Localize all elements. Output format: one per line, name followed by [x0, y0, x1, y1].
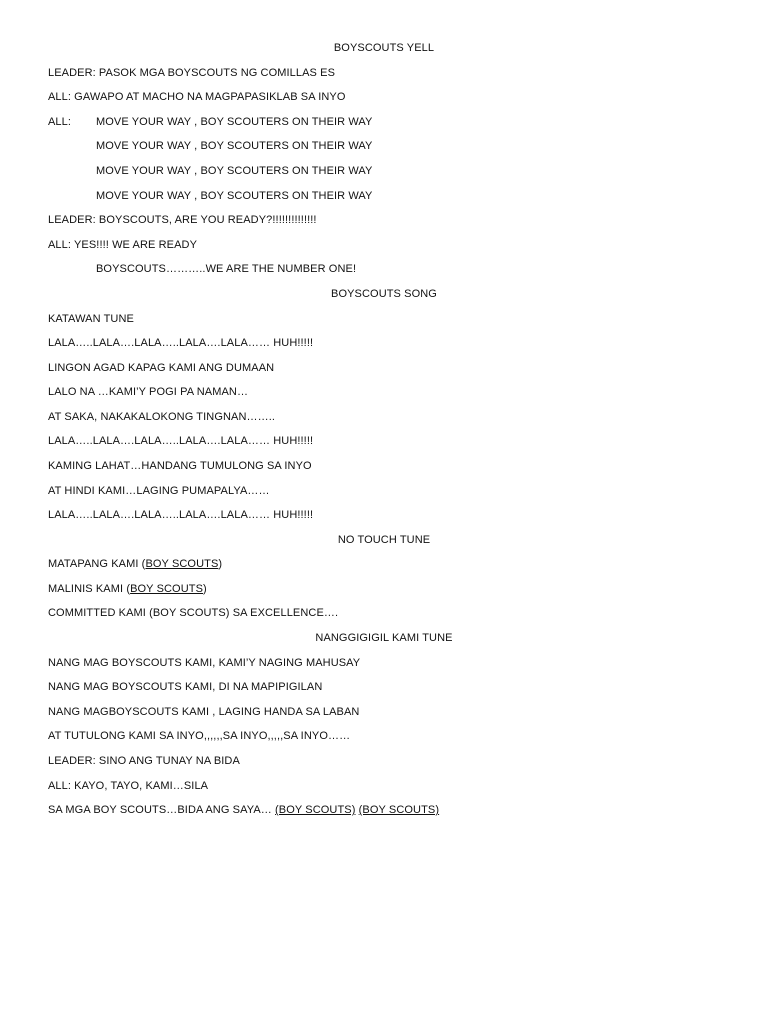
- yell-move-line-2: MOVE YOUR WAY , BOY SCOUTERS ON THEIR WAY: [96, 140, 373, 152]
- nanggigigil-last-line: [48, 803, 439, 817]
- song-title: BOYSCOUTS SONG: [331, 288, 437, 300]
- no-touch-line-1-underlined: BOY SCOUTS: [145, 558, 219, 570]
- nanggigigil-last-underlined-1: (BOY SCOUTS): [275, 804, 356, 816]
- move-text: MOVE YOUR WAY , BOY SCOUTERS ON THEIR WAY: [96, 116, 373, 128]
- all-label: ALL:: [48, 116, 72, 128]
- song-line-6: KAMING LAHAT…HANDANG TUMULONG SA INYO: [48, 460, 312, 472]
- nanggigigil-line-4: AT TUTULONG KAMI SA INYO,,,,,,SA INYO,,,,,SA INYO……: [48, 730, 351, 742]
- no-touch-line-2-underlined: BOY SCOUTS: [130, 583, 204, 595]
- no-touch-title: NO TOUCH TUNE: [337, 534, 431, 546]
- yell-number-one-line: BOYSCOUTS………..WE ARE THE NUMBER ONE!: [96, 263, 357, 275]
- nanggigigil-line-3: NANG MAGBOYSCOUTS KAMI , LAGING HANDA SA LABAN: [48, 706, 360, 718]
- song-line-5: LALA…..LALA….LALA…..LALA….LALA…… HUH!!!!!: [48, 435, 314, 447]
- no-touch-line-1-close: ): [218, 558, 223, 570]
- no-touch-line-2-text: MALINIS KAMI (: [48, 583, 131, 595]
- no-touch-line-1: [48, 557, 222, 571]
- nanggigigil-last-underlined-2: (BOY SCOUTS): [358, 804, 440, 816]
- no-touch-line-1-text: MATAPANG KAMI (: [48, 558, 146, 570]
- song-tune-label: KATAWAN TUNE: [48, 313, 134, 325]
- yell-all-line: ALL: GAWAPO AT MACHO NA MAGPAPASIKLAB SA INYO: [48, 91, 346, 103]
- yell-leader-line: LEADER: PASOK MGA BOYSCOUTS NG COMILLAS ES: [48, 67, 336, 79]
- yell-move-line-1: [48, 115, 373, 129]
- yell-title: BOYSCOUTS YELL: [333, 42, 435, 54]
- yell-all-ready-line: ALL: YES!!!! WE ARE READY: [48, 239, 198, 251]
- yell-move-line-4: MOVE YOUR WAY , BOY SCOUTERS ON THEIR WAY: [96, 190, 373, 202]
- nanggigigil-title: NANGGIGIGIL KAMI TUNE: [315, 632, 453, 644]
- song-line-8: LALA…..LALA….LALA…..LALA….LALA…… HUH!!!!!: [48, 509, 314, 521]
- nanggigigil-line-6: ALL: KAYO, TAYO, KAMI…SILA: [48, 780, 209, 792]
- no-touch-line-2-close: ): [203, 583, 207, 595]
- no-touch-line-3: COMMITTED KAMI (BOY SCOUTS) SA EXCELLENCE….: [48, 607, 339, 619]
- song-line-7: AT HINDI KAMI…LAGING PUMAPALYA……: [48, 485, 270, 497]
- nanggigigil-last-text: SA MGA BOY SCOUTS…BIDA ANG SAYA…: [48, 804, 276, 816]
- song-line-3: LALO NA …KAMI’Y POGI PA NAMAN…: [48, 386, 249, 398]
- song-line-4: AT SAKA, NAKAKALOKONG TINGNAN……..: [48, 411, 276, 423]
- nanggigigil-line-2: NANG MAG BOYSCOUTS KAMI, DI NA MAPIPIGILAN: [48, 681, 323, 693]
- song-line-2: LINGON AGAD KAPAG KAMI ANG DUMAAN: [48, 362, 275, 374]
- no-touch-line-2: [48, 582, 207, 596]
- nanggigigil-line-1: NANG MAG BOYSCOUTS KAMI, KAMI’Y NAGING MAHUSAY: [48, 657, 361, 669]
- yell-move-line-3: MOVE YOUR WAY , BOY SCOUTERS ON THEIR WAY: [96, 165, 373, 177]
- nanggigigil-line-5: LEADER: SINO ANG TUNAY NA BIDA: [48, 755, 240, 767]
- yell-leader-ready-line: LEADER: BOYSCOUTS, ARE YOU READY?!!!!!!!!!!!!!!: [48, 214, 317, 226]
- song-line-1: LALA…..LALA….LALA…..LALA….LALA…… HUH!!!!!: [48, 337, 314, 349]
